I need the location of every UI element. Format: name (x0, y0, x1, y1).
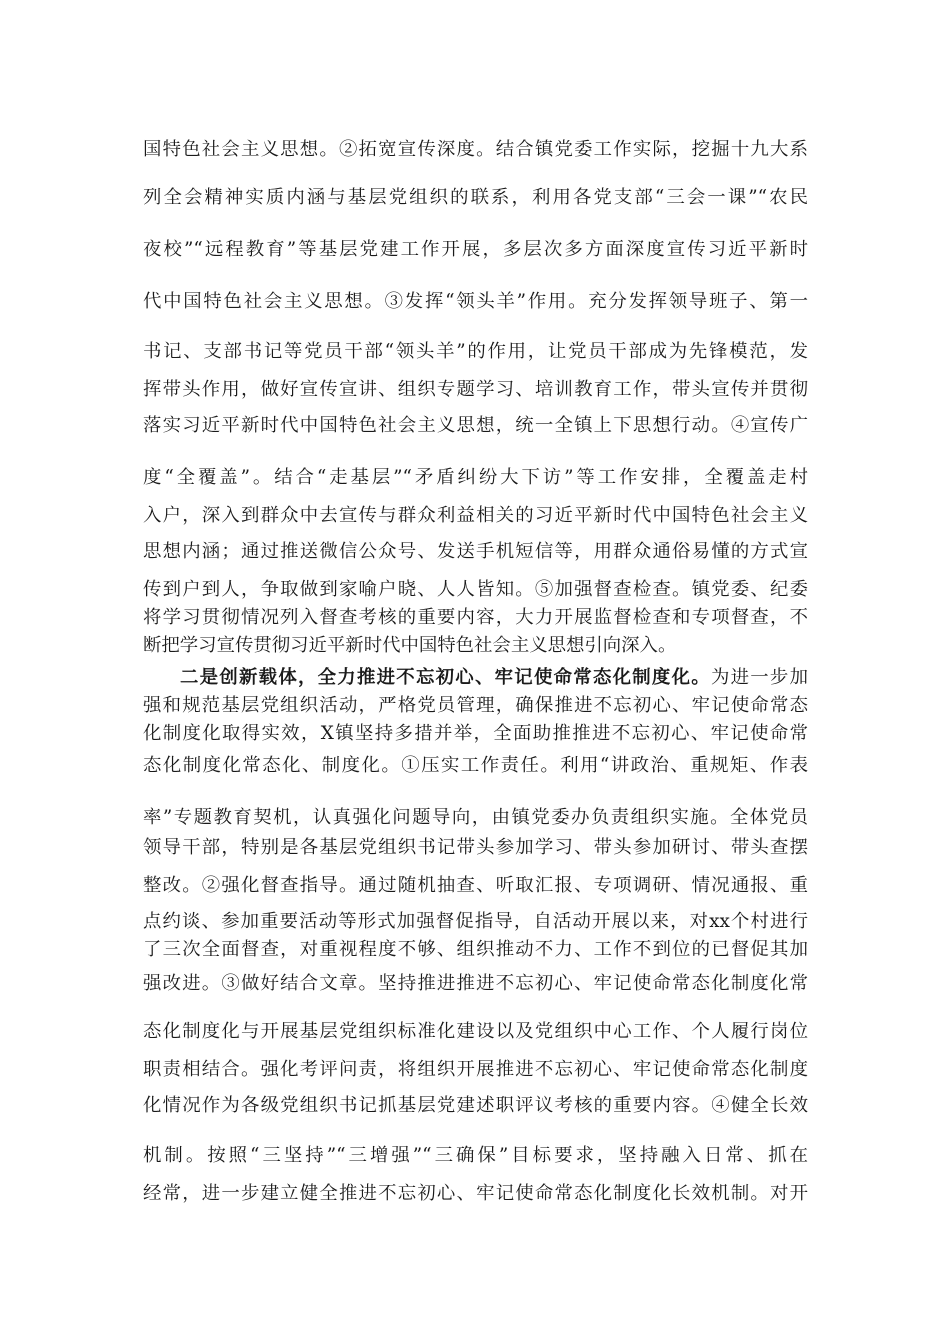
text-line: 职责相结合。强化考评问责，将组织开展推进不忘初心、牢记使命常态化制度 (143, 1059, 808, 1080)
text-line: 入户，深入到群众中去宣传与群众利益相关的习近平新时代中国特色社会主义 (143, 505, 808, 526)
text-line: 断把学习宣传贯彻习近平新时代中国特色社会主义思想引向深入。 (143, 635, 677, 656)
text-line: 将学习贯彻情况列入督查考核的重要内容，大力开展监督检查和专项督查，不 (143, 607, 808, 628)
text-line: 书记、支部书记等党员干部“领头羊”的作用，让党员干部成为先锋模范，发 (143, 341, 808, 362)
text-line: 代中国特色社会主义思想。③发挥“领头羊”作用。充分发挥领导班子、第一 (143, 291, 808, 312)
text-line: 态化制度化与开展基层党组织标准化建设以及党组织中心工作、个人履行岗位 (143, 1021, 808, 1042)
text-line: 挥带头作用，做好宣传宣讲、组织专题学习、培训教育工作，带头宣传并贯彻 (143, 379, 808, 400)
text-line: 化情况作为各级党组织书记抓基层党建述职评议考核的重要内容。④健全长效 (143, 1095, 808, 1116)
text-line: 态化制度化常态化、制度化。①压实工作责任。利用“讲政治、重规矩、作表 (143, 755, 808, 776)
text-line: 化制度化取得实效，X镇坚持多措并举，全面助推推进不忘初心、牢记使命常 (143, 723, 808, 744)
text-line: 列全会精神实质内涵与基层党组织的联系，利用各党支部“三会一课”“农民 (143, 187, 808, 208)
text-line: 整改。②强化督查指导。通过随机抽查、听取汇报、专项调研、情况通报、重 (143, 875, 808, 896)
text-line: 度“全覆盖”。结合“走基层”“矛盾纠纷大下访”等工作安排，全覆盖走村 (143, 467, 808, 488)
text-line: 率”专题教育契机，认真强化问题导向，由镇党委办负责组织实施。全体党员 (143, 807, 808, 828)
paragraph-heading-line (180, 663, 808, 693)
text-line: 落实习近平新时代中国特色社会主义思想，统一全镇上下思想行动。④宣传广 (143, 415, 808, 436)
text-line: 国特色社会主义思想。②拓宽宣传深度。结合镇党委工作实际，挖掘十九大系 (143, 139, 808, 160)
text-line: 传到户到人，争取做到家喻户晓、人人皆知。⑤加强督查检查。镇党委、纪委 (143, 579, 808, 600)
text-line: 机制。按照“三坚持”“三增强”“三确保”目标要求，坚持融入日常、抓在 (143, 1145, 808, 1166)
text-line: 夜校”“远程教育”等基层党建工作开展，多层次多方面深度宣传习近平新时 (143, 239, 808, 260)
text-line: 强和规范基层党组织活动，严格党员管理，确保推进不忘初心、牢记使命常态 (143, 695, 808, 716)
text-line: 领导干部，特别是各基层党组织书记带头参加学习、带头参加研讨、带头查摆 (143, 837, 808, 858)
text-line: 经常，进一步建立健全推进不忘初心、牢记使命常态化制度化长效机制。对开 (143, 1183, 808, 1204)
text-line: 强改进。③做好结合文章。坚持推进推进不忘初心、牢记使命常态化制度化常 (143, 973, 808, 994)
paragraph-heading-rest: 为进一步加 (710, 667, 808, 688)
text-line: 了三次全面督查，对重视程度不够、组织推动不力、工作不到位的已督促其加 (143, 939, 808, 960)
text-line: 点约谈、参加重要活动等形式加强督促指导，自活动开展以来，对xx个村进行 (143, 911, 808, 932)
paragraph-heading: 二是创新载体，全力推进不忘初心、牢记使命常态化制度化。 (180, 667, 711, 688)
text-line: 思想内涵；通过推送微信公众号、发送手机短信等，用群众通俗易懂的方式宣 (143, 541, 808, 562)
